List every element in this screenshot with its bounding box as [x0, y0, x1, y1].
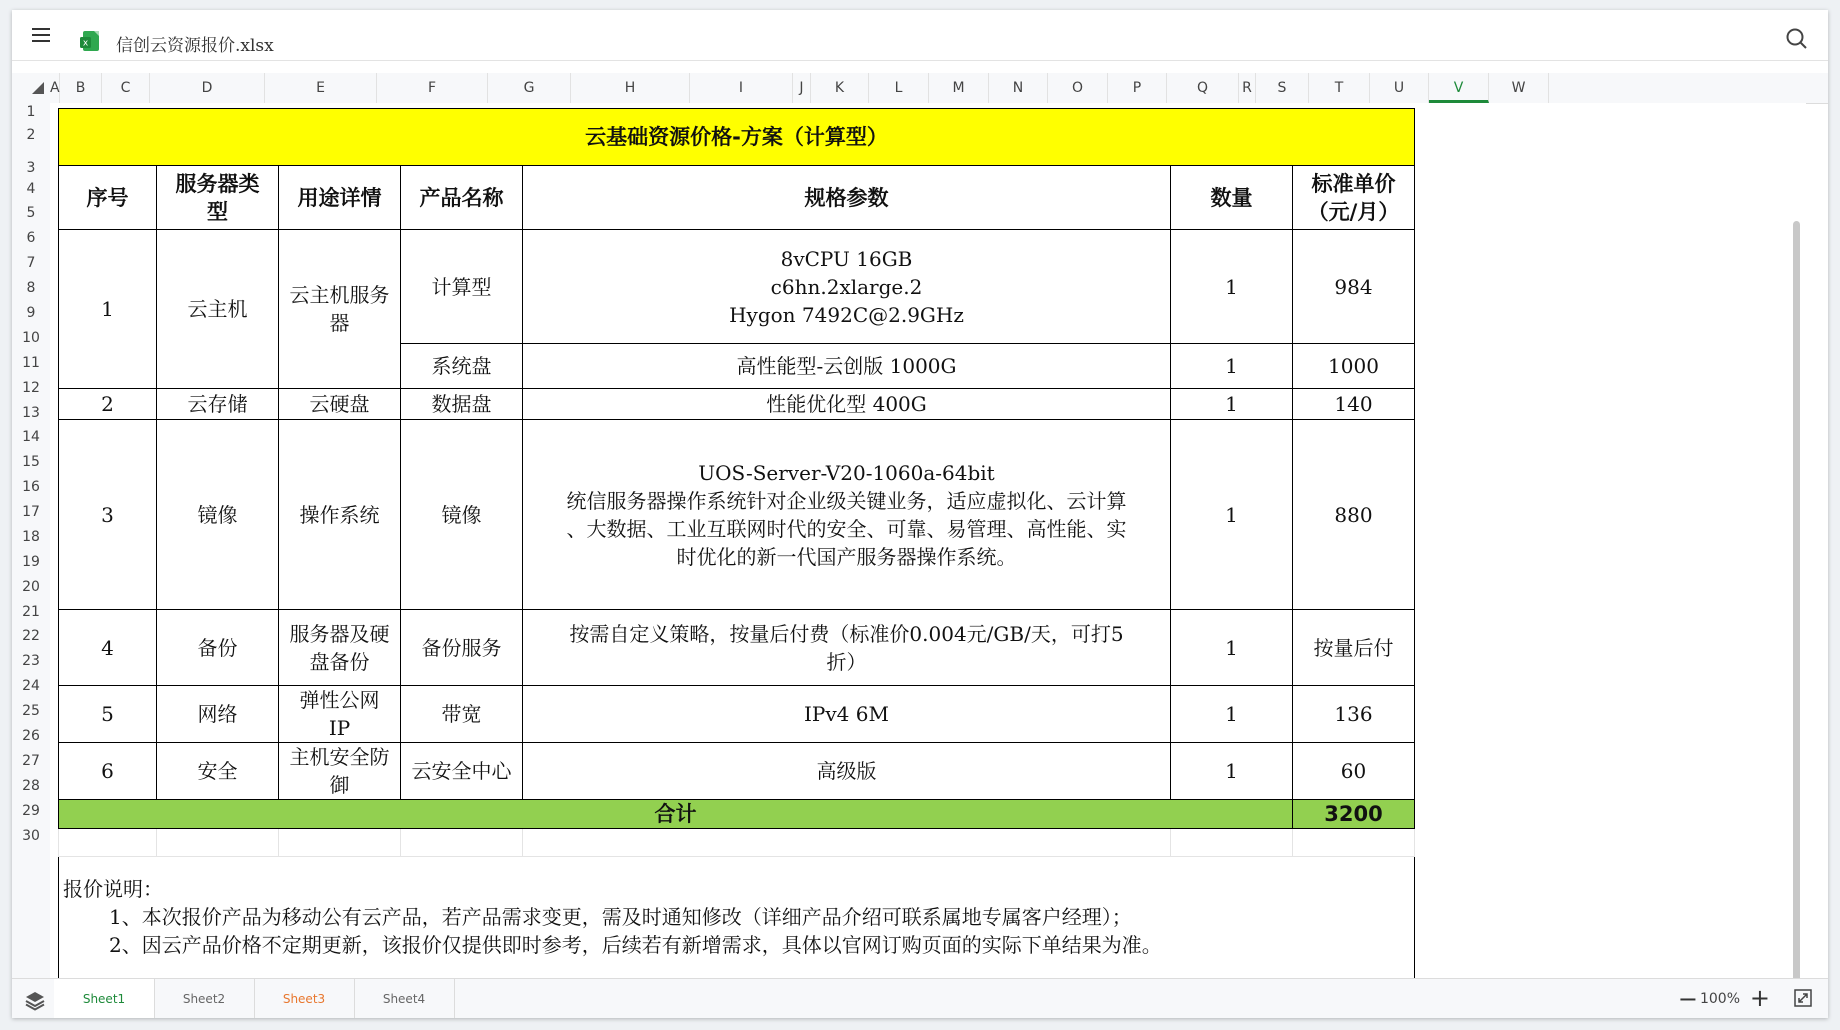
- row1-no[interactable]: 1: [59, 230, 157, 389]
- row2-price[interactable]: 140: [1293, 389, 1415, 420]
- col-header-g[interactable]: G: [488, 73, 571, 103]
- row1-type[interactable]: 云主机: [157, 230, 279, 389]
- row2-type[interactable]: 云存储: [157, 389, 279, 420]
- row2-usage[interactable]: 云硬盘: [279, 389, 401, 420]
- row2-spec[interactable]: 性能优化型 400G: [523, 389, 1171, 420]
- row-header[interactable]: 27: [22, 753, 40, 769]
- empty-cell[interactable]: [401, 829, 523, 857]
- row2-product[interactable]: 数据盘: [401, 389, 523, 420]
- top-bar: [12, 10, 1828, 61]
- row-header[interactable]: 5: [26, 205, 36, 221]
- header-no[interactable]: 序号: [59, 166, 157, 230]
- row-header[interactable]: 4: [26, 181, 36, 197]
- sheet-grid[interactable]: [50, 103, 1806, 978]
- row-header[interactable]: 26: [22, 728, 40, 744]
- col-header-q[interactable]: Q: [1167, 73, 1239, 103]
- row-header[interactable]: 29: [22, 803, 40, 819]
- header-usage[interactable]: 用途详情: [279, 166, 401, 230]
- row4-usage[interactable]: 服务器及硬 盘备份: [279, 610, 401, 686]
- row-header[interactable]: 28: [22, 778, 40, 794]
- col-header-w[interactable]: W: [1489, 73, 1549, 103]
- row1b-price[interactable]: 1000: [1293, 344, 1415, 389]
- col-header-l[interactable]: L: [869, 73, 929, 103]
- row-header[interactable]: 10: [22, 330, 40, 346]
- col-header-k[interactable]: K: [811, 73, 869, 103]
- column-header-bar: [12, 73, 1828, 104]
- row1-price[interactable]: 984: [1293, 230, 1415, 344]
- total-label[interactable]: 合计: [59, 800, 1293, 829]
- col-header-s[interactable]: S: [1256, 73, 1309, 103]
- row-header[interactable]: 2: [26, 127, 36, 143]
- col-header-r[interactable]: R: [1239, 73, 1256, 103]
- sheet-tab-2[interactable]: Sheet2: [154, 979, 255, 1018]
- row1b-qty[interactable]: 1: [1171, 344, 1293, 389]
- row5-spec[interactable]: IPv4 6M: [523, 686, 1171, 743]
- zoom-in-button[interactable]: +: [1749, 984, 1770, 1012]
- layers-icon[interactable]: [24, 989, 46, 1011]
- row3-qty[interactable]: 1: [1171, 420, 1293, 610]
- row-header[interactable]: 12: [22, 380, 40, 396]
- sheet-tab-4[interactable]: Sheet4: [354, 979, 455, 1018]
- zoom-level: 100%: [1699, 991, 1740, 1007]
- row5-no[interactable]: 5: [59, 686, 157, 743]
- row4-type[interactable]: 备份: [157, 610, 279, 686]
- row4-spec[interactable]: 按需自定义策略，按量后付费（标准价0.004元/GB/天，可打5 折）: [523, 610, 1171, 686]
- row-header[interactable]: 22: [22, 628, 40, 644]
- row-header[interactable]: 13: [22, 405, 40, 421]
- expand-icon[interactable]: [1794, 989, 1812, 1007]
- col-header-n[interactable]: N: [989, 73, 1048, 103]
- row-header[interactable]: 19: [22, 554, 40, 570]
- row-header[interactable]: 7: [26, 255, 36, 271]
- col-header-h[interactable]: H: [571, 73, 690, 103]
- row2-qty[interactable]: 1: [1171, 389, 1293, 420]
- row5-product[interactable]: 带宽: [401, 686, 523, 743]
- row-header[interactable]: 17: [22, 504, 40, 520]
- notes-line-1: 1、本次报价产品为移动公有云产品，若产品需求变更，需及时通知修改（详细产品介绍可联系属地专属客户经理）；: [109, 905, 1132, 929]
- price-table: [58, 108, 1415, 978]
- row3-spec[interactable]: UOS-Server-V20-1060a-64bit 统信服务器操作系统针对企业级关键业务，适应虚拟化、云计算 、大数据、工业互联网时代的安全、可靠、易管理、高性能、实 时优化的新一代国产服务器操作系统。: [523, 420, 1171, 610]
- row6-type[interactable]: 安全: [157, 743, 279, 800]
- empty-cell[interactable]: [1171, 829, 1293, 857]
- row6-spec[interactable]: 高级版: [523, 743, 1171, 800]
- col-header-o[interactable]: O: [1048, 73, 1108, 103]
- row6-no[interactable]: 6: [59, 743, 157, 800]
- row-header[interactable]: 3: [26, 160, 36, 176]
- row-header-bar: [12, 103, 51, 978]
- row-header[interactable]: 1: [26, 104, 36, 120]
- row1-qty[interactable]: 1: [1171, 230, 1293, 344]
- row-header[interactable]: 21: [22, 604, 40, 620]
- notes-heading: 报价说明：: [63, 877, 163, 901]
- row4-product[interactable]: 备份服务: [401, 610, 523, 686]
- col-header-a[interactable]: A: [50, 73, 60, 103]
- row3-type[interactable]: 镜像: [157, 420, 279, 610]
- notes-line-2: 2、因云产品价格不定期更新，该报价仅提供即时参考，后续若有新增需求，具体以官网订购页面的实际下单结果为准。: [109, 933, 1162, 957]
- empty-cell[interactable]: [59, 829, 157, 857]
- header-spec[interactable]: 规格参数: [523, 166, 1171, 230]
- row-header[interactable]: 18: [22, 529, 40, 545]
- vertical-scrollbar[interactable]: [1793, 221, 1800, 978]
- file-name: 信创云资源报价.xlsx: [116, 36, 274, 56]
- empty-cell[interactable]: [157, 829, 279, 857]
- xlsx-file-icon: [80, 30, 102, 52]
- row2-no[interactable]: 2: [59, 389, 157, 420]
- row-header[interactable]: 24: [22, 678, 40, 694]
- col-header-t[interactable]: T: [1309, 73, 1370, 103]
- row-header[interactable]: 25: [22, 703, 40, 719]
- row3-usage[interactable]: 操作系统: [279, 420, 401, 610]
- row5-usage[interactable]: 弹性公网 IP: [279, 686, 401, 743]
- menu-icon[interactable]: [30, 25, 52, 45]
- sheet-tab-bar: [12, 978, 1828, 1018]
- row6-product[interactable]: 云安全中心: [401, 743, 523, 800]
- row6-usage[interactable]: 主机安全防 御: [279, 743, 401, 800]
- search-icon[interactable]: [1784, 26, 1810, 52]
- row5-qty[interactable]: 1: [1171, 686, 1293, 743]
- zoom-out-button[interactable]: −: [1677, 985, 1698, 1013]
- col-header-j[interactable]: J: [793, 73, 811, 103]
- col-header-b[interactable]: B: [60, 73, 102, 103]
- total-value[interactable]: 3200: [1293, 800, 1415, 829]
- svg-text:x: x: [82, 38, 89, 49]
- row-header[interactable]: 6: [26, 230, 36, 246]
- col-header-f[interactable]: F: [377, 73, 488, 103]
- row6-price[interactable]: 60: [1293, 743, 1415, 800]
- sheet-tab-3[interactable]: Sheet3: [254, 979, 355, 1018]
- row-header[interactable]: 15: [22, 454, 40, 470]
- row-header[interactable]: 8: [26, 280, 36, 296]
- row-header[interactable]: 9: [26, 305, 36, 321]
- row1b-spec[interactable]: 高性能型-云创版 1000G: [523, 344, 1171, 389]
- row3-price[interactable]: 880: [1293, 420, 1415, 610]
- col-header-p[interactable]: P: [1108, 73, 1167, 103]
- row3-product[interactable]: 镜像: [401, 420, 523, 610]
- row6-qty[interactable]: 1: [1171, 743, 1293, 800]
- row-header[interactable]: 14: [22, 429, 40, 445]
- header-qty[interactable]: 数量: [1171, 166, 1293, 230]
- col-header-d[interactable]: D: [150, 73, 265, 103]
- row1-usage[interactable]: 云主机服务 器: [279, 230, 401, 389]
- row4-qty[interactable]: 1: [1171, 610, 1293, 686]
- row5-type[interactable]: 网络: [157, 686, 279, 743]
- row1b-product[interactable]: 系统盘: [401, 344, 523, 389]
- table-title[interactable]: 云基础资源价格-方案（计算型）: [59, 109, 1415, 166]
- col-header-m[interactable]: M: [929, 73, 989, 103]
- row4-price[interactable]: 按量后付: [1293, 610, 1415, 686]
- row-header[interactable]: 16: [22, 479, 40, 495]
- header-server-type[interactable]: 服务器类 型: [157, 166, 279, 230]
- col-header-u[interactable]: U: [1370, 73, 1429, 103]
- row-header[interactable]: 23: [22, 653, 40, 669]
- spreadsheet-window: [12, 10, 1828, 1018]
- row5-price[interactable]: 136: [1293, 686, 1415, 743]
- row-header[interactable]: 11: [22, 355, 40, 371]
- row1-spec[interactable]: 8vCPU 16GB c6hn.2xlarge.2 Hygon 7492C@2.9GHz: [523, 230, 1171, 344]
- col-header-v[interactable]: V: [1429, 73, 1489, 103]
- sheet-tab-1[interactable]: Sheet1: [54, 979, 155, 1018]
- row4-no[interactable]: 4: [59, 610, 157, 686]
- empty-cell[interactable]: [523, 829, 1171, 857]
- quote-notes[interactable]: [59, 857, 1415, 979]
- col-header-i[interactable]: I: [690, 73, 793, 103]
- row-header[interactable]: 30: [22, 828, 40, 844]
- select-all-corner[interactable]: [32, 82, 44, 94]
- row1-product[interactable]: 计算型: [401, 230, 523, 344]
- col-header-c[interactable]: C: [102, 73, 150, 103]
- header-price[interactable]: 标准单价 （元/月）: [1293, 166, 1415, 230]
- header-product[interactable]: 产品名称: [401, 166, 523, 230]
- row3-no[interactable]: 3: [59, 420, 157, 610]
- empty-cell[interactable]: [279, 829, 401, 857]
- col-header-e[interactable]: E: [265, 73, 377, 103]
- row-header[interactable]: 20: [22, 579, 40, 595]
- empty-cell[interactable]: [1293, 829, 1415, 857]
